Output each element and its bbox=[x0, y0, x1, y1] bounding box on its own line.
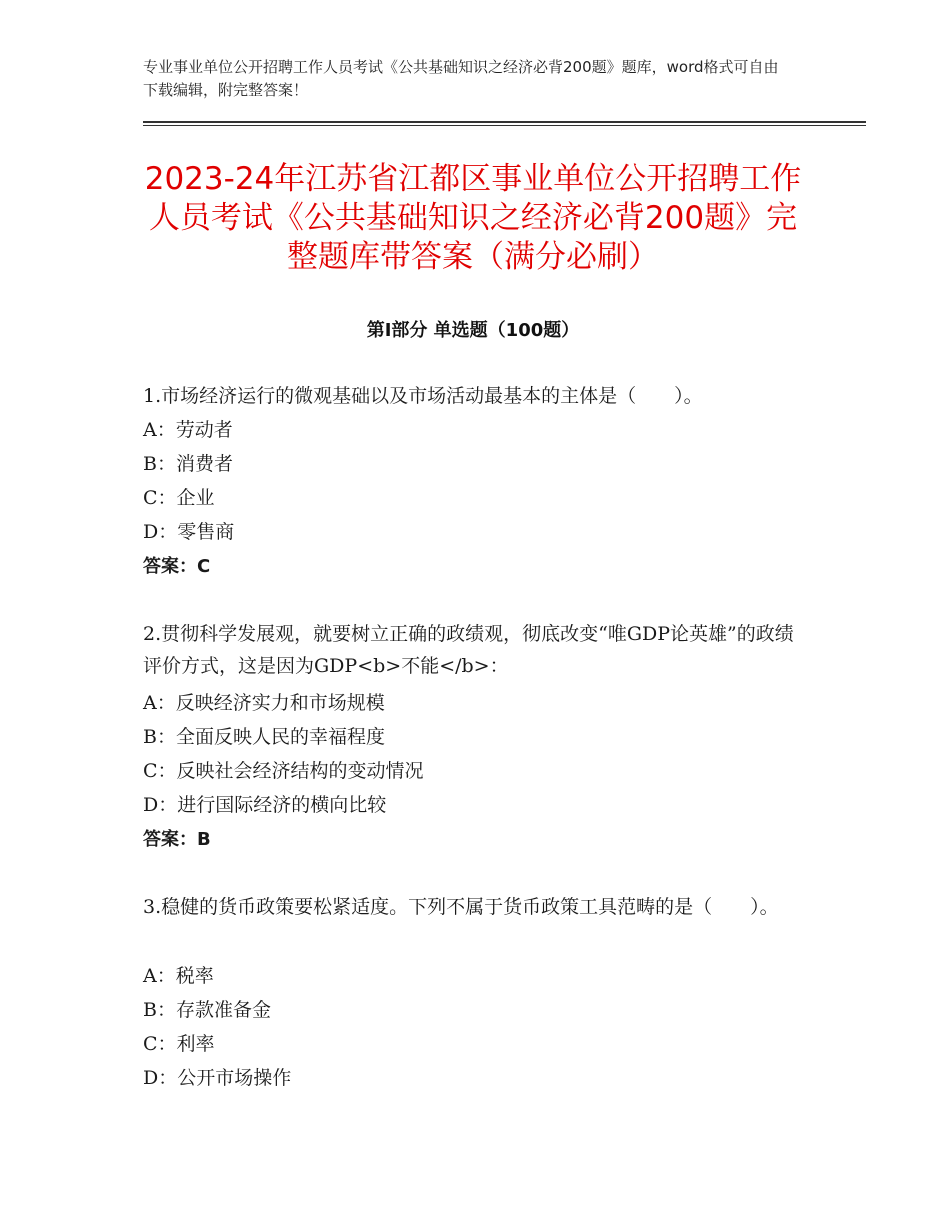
question-1-option-a: A：劳动者 bbox=[143, 419, 233, 441]
header-note: 专业事业单位公开招聘工作人员考试《公共基础知识之经济必背200题》题库，word格式可自由下载编辑，附完整答案！ bbox=[143, 58, 779, 99]
section-heading: 第Ⅰ部分 单选题（100题） bbox=[366, 320, 580, 341]
question-2-option-d: D：进行国际经济的横向比较 bbox=[143, 794, 387, 816]
question-3-option-b: B：存款准备金 bbox=[143, 999, 271, 1021]
question-2-option-b: B：全面反映人民的幸福程度 bbox=[143, 726, 385, 748]
question-3-option-d: D：公开市场操作 bbox=[143, 1067, 292, 1089]
question-2-option-c: C：反映社会经济结构的变动情况 bbox=[143, 760, 424, 782]
question-3-option-a: A：税率 bbox=[143, 965, 214, 987]
question-2-option-a: A：反映经济实力和市场规模 bbox=[143, 692, 385, 714]
question-3-option-c: C：利率 bbox=[143, 1033, 215, 1055]
question-1-option-c: C：企业 bbox=[143, 487, 215, 509]
header-rule-thick bbox=[143, 121, 866, 123]
document-title: 2023-24年江苏省江都区事业单位公开招聘工作人员考试《公共基础知识之经济必背200题》完整题库带答案（满分必刷） bbox=[144, 161, 802, 275]
question-1-text: 1.市场经济运行的微观基础以及市场活动最基本的主体是（ ）。 bbox=[143, 385, 703, 407]
question-3-text: 3.稳健的货币政策要松紧适度。下列不属于货币政策工具范畴的是（ ）。 bbox=[143, 896, 779, 918]
question-2-text: 2.贯彻科学发展观，就要树立正确的政绩观，彻底改变“唯GDP论英雄”的政绩评价方式，这是因为GDP<b>不能</b>： bbox=[143, 623, 794, 677]
question-2-answer: 答案：B bbox=[143, 829, 211, 850]
question-1-answer: 答案：C bbox=[143, 556, 211, 577]
header-rule-thin bbox=[143, 125, 866, 126]
question-1-option-d: D：零售商 bbox=[143, 521, 235, 543]
question-1-option-b: B：消费者 bbox=[143, 453, 233, 475]
